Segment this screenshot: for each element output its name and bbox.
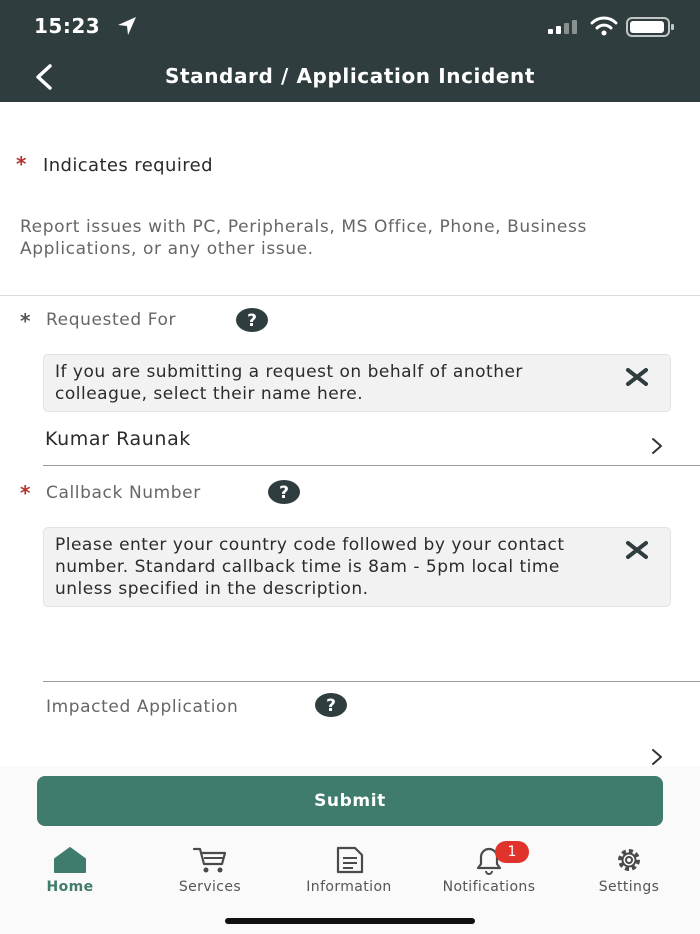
tab-settings[interactable] [559, 845, 699, 905]
tab-home[interactable] [0, 845, 140, 905]
notification-badge: 1 [495, 841, 529, 863]
impacted-application-label: Impacted Application [46, 697, 239, 717]
close-hint-icon[interactable] [624, 367, 650, 387]
location-arrow-icon [116, 15, 138, 37]
impacted-application-field[interactable] [43, 736, 700, 766]
divider [0, 295, 700, 296]
chevron-right-icon [650, 748, 664, 766]
tab-home-label: Home [46, 879, 94, 895]
requested-for-asterisk: * [20, 309, 31, 333]
tab-notifications[interactable] [419, 845, 559, 905]
indicates-required-text: Indicates required [43, 155, 213, 176]
requested-for-hint [43, 354, 671, 412]
callback-number-input[interactable] [43, 636, 700, 680]
required-asterisk: * [16, 152, 27, 176]
battery-icon [626, 16, 676, 38]
chevron-right-icon [650, 437, 664, 455]
requested-for-label: Requested For [46, 310, 177, 330]
tab-services-label: Services [178, 879, 242, 895]
callback-number-label: Callback Number [46, 483, 201, 503]
close-hint-icon[interactable] [624, 540, 650, 560]
submit-button[interactable]: Submit [37, 776, 663, 826]
home-icon [50, 845, 90, 875]
status-time: 15:23 [34, 14, 101, 38]
document-icon [329, 845, 369, 875]
status-bar [0, 0, 700, 52]
svg-text:?: ? [279, 483, 289, 503]
callback-number-help-icon[interactable] [268, 480, 300, 504]
tab-settings-label: Settings [598, 879, 660, 895]
cellular-signal-icon [548, 20, 582, 34]
tab-information[interactable] [279, 845, 419, 905]
svg-text:?: ? [247, 311, 257, 331]
home-indicator[interactable] [225, 918, 475, 924]
form-description: Report issues with PC, Peripherals, MS Office, Phone, Business Applications, or any other issue. [20, 217, 587, 259]
tab-services[interactable] [140, 845, 280, 905]
impacted-application-help-icon[interactable] [315, 693, 347, 717]
wifi-icon [590, 16, 618, 36]
callback-number-underline [43, 681, 700, 682]
navigation-bar [0, 52, 700, 102]
page-title: Standard / Application Incident [164, 64, 536, 88]
tab-information-label: Information [306, 879, 392, 895]
requested-for-help-icon[interactable] [236, 308, 268, 332]
requested-for-value: Kumar Raunak [45, 428, 191, 450]
requested-for-hint-text: If you are submitting a request on behalf of another colleague, select their name here. [55, 362, 523, 404]
tab-notifications-label: Notifications [442, 879, 536, 895]
back-arrow-icon[interactable] [30, 60, 60, 94]
callback-number-hint [43, 527, 671, 607]
callback-number-asterisk: * [20, 481, 31, 505]
gear-icon [609, 845, 649, 875]
requested-for-underline [43, 465, 700, 466]
callback-number-hint-text: Please enter your country code followed by your contact number. Standard callback time is 8am - 5pm local time unless specified in the description. [55, 535, 565, 599]
svg-text:?: ? [326, 696, 336, 716]
cart-icon [190, 845, 230, 875]
